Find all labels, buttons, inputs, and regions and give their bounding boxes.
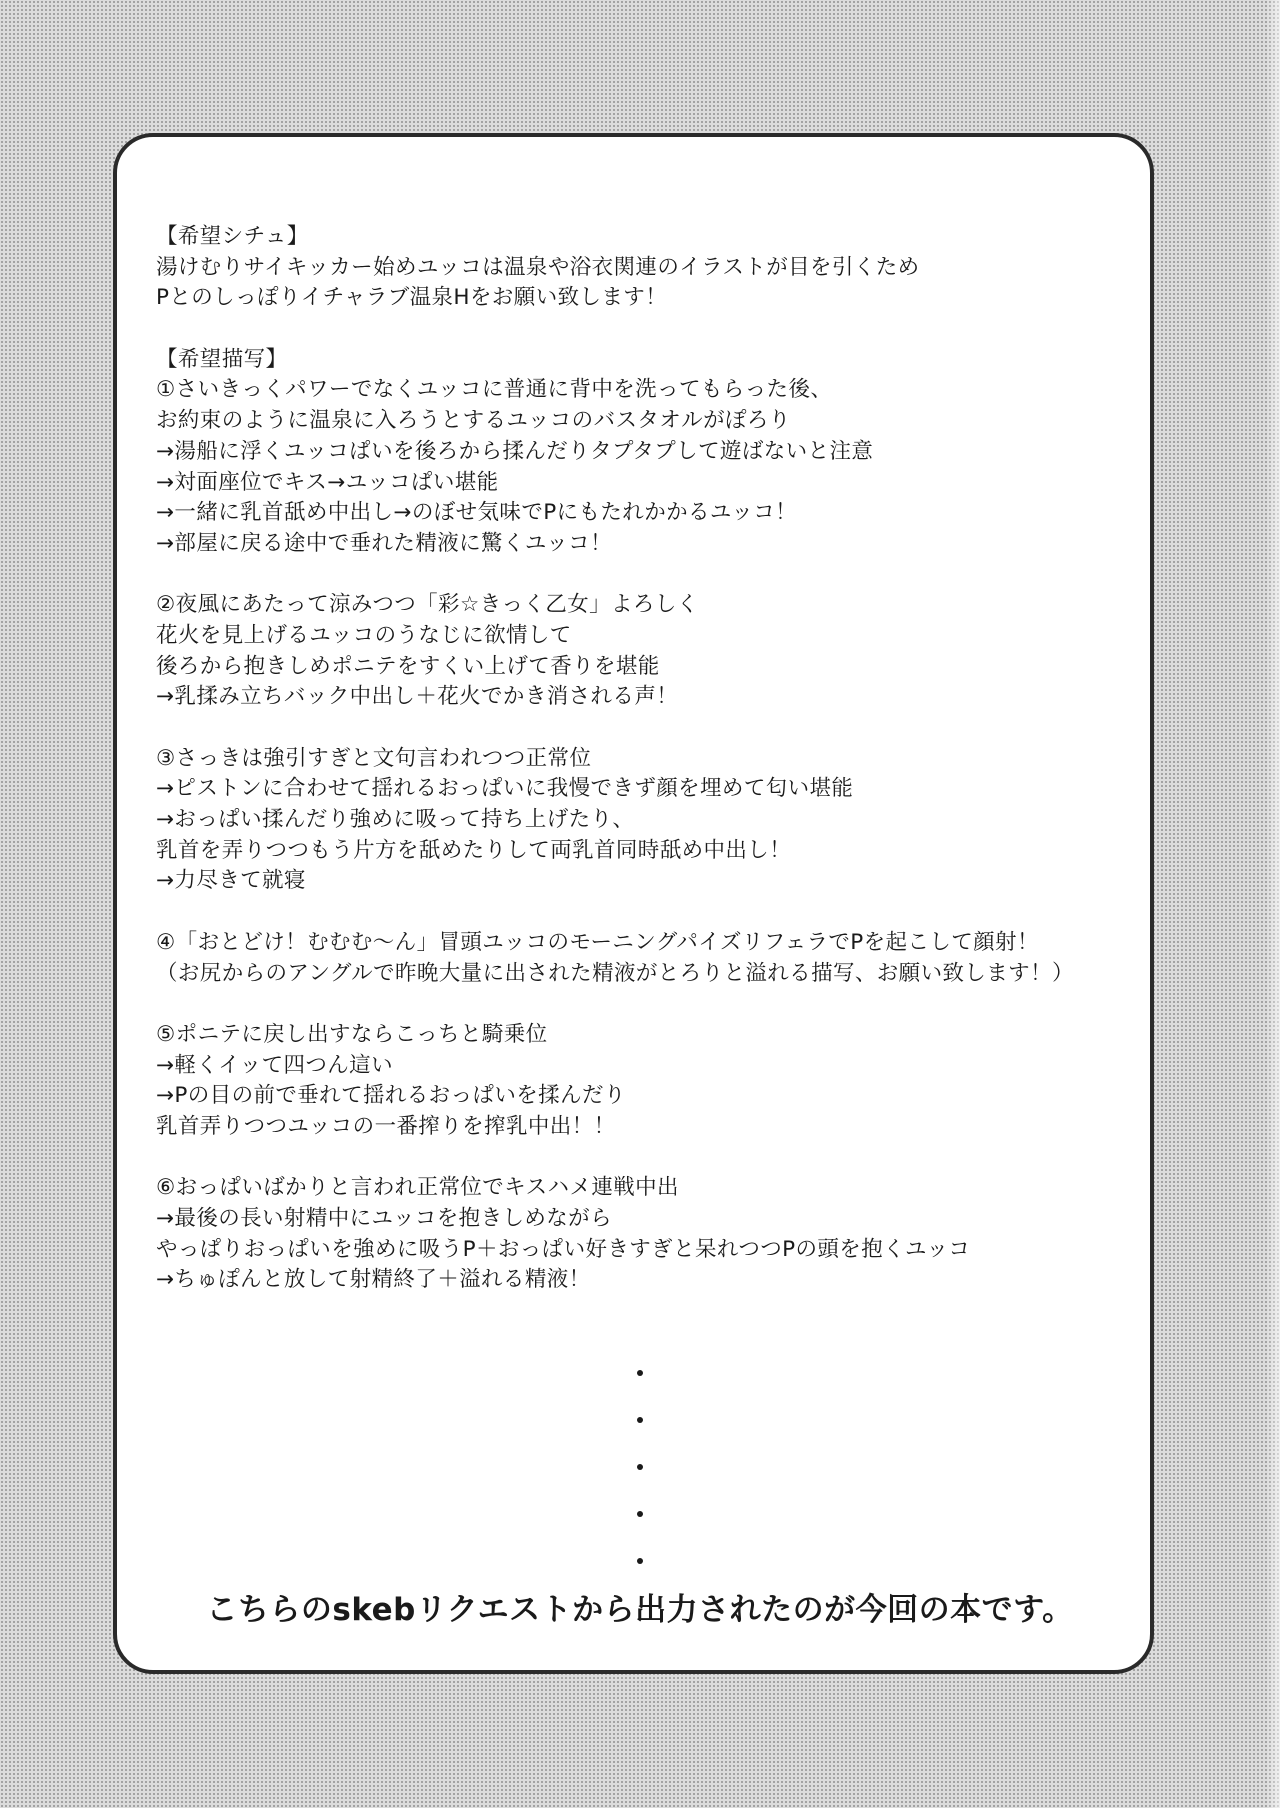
text-line: →乳揉み立ちバック中出し＋花火でかき消される声！: [156, 684, 679, 710]
section-heading-situation: 【希望シチュ】: [156, 224, 309, 249]
block-scene-6: [156, 1173, 1136, 1296]
block-scene-2: [156, 590, 1136, 713]
block-scene-1: [156, 345, 1136, 560]
text-line: 乳首を弄りつつもう片方を舐めたりして両乳首同時舐め中出し！: [156, 837, 792, 863]
dot: [637, 1511, 643, 1517]
text-line: 乳首弄りつつユッコの一番搾りを搾乳中出！！: [156, 1113, 616, 1139]
text-line: 後ろから抱きしめポニテをすくい上げて香りを堪能: [156, 653, 660, 679]
text-line: →湯船に浮くユッコぱいを後ろから揉んだりタプタプして遊ばないと注意: [156, 438, 874, 464]
text-line: →Pの目の前で垂れて揺れるおっぱいを揉んだり: [156, 1083, 626, 1109]
text-line: ⑤ポニテに戻し出すならこっちと騎乗位: [156, 1021, 548, 1047]
text-line: →力尽きて就寝: [156, 868, 306, 894]
block-scene-4: [156, 928, 1136, 989]
text-line: やっぱりおっぱいを強めに吸うP＋おっぱい好きすぎと呆れつつPの頭を抱くユッコ: [156, 1236, 971, 1262]
block-scene-3: [156, 744, 1136, 897]
dot: [637, 1558, 643, 1564]
text-line: →軽くイッて四つん這い: [156, 1052, 393, 1078]
text-line: →一緒に乳首舐め中出し→のぼせ気味でPにもたれかかるユッコ！: [156, 500, 798, 526]
dot: [637, 1417, 643, 1423]
text-line: ①さいきっくパワーでなくユッコに普通に背中を洗ってもらった後、: [156, 377, 833, 403]
text-line: →ちゅぽんと放して射精終了＋溢れる精液！: [156, 1267, 591, 1293]
text-line: 花火を見上げるユッコのうなじに欲情して: [156, 622, 572, 648]
section-heading-depiction: 【希望描写】: [156, 346, 288, 372]
ellipsis-dots: [632, 1370, 648, 1605]
text-line: →部屋に戻る途中で垂れた精液に驚くユッコ！: [156, 530, 612, 556]
text-line: →最後の長い射精中にユッコを抱きしめながら: [156, 1206, 612, 1231]
block-desired-situation: [156, 222, 1136, 314]
text-line: ④「おとどけ！むむむ～ん」冒頭ユッコのモーニングパイズリフェラでPを起こして顔射！: [156, 929, 1039, 955]
text-line: ②夜風にあたって涼みつつ「彩☆きっく乙女」よろしく: [156, 592, 699, 618]
text-line: →ピストンに合わせて揺れるおっぱいに我慢できず顔を埋めて匂い堪能: [156, 776, 854, 802]
text-line: ③さっきは強引すぎと文句言われつつ正常位: [156, 745, 592, 771]
text-line: ⑥おっぱいばかりと言われ正常位でキスハメ連戦中出: [156, 1175, 679, 1201]
dot: [637, 1370, 643, 1376]
paper-edge: [1266, 0, 1280, 1808]
text-line: →おっぱい揉んだり強めに吸って持ち上げたり、: [156, 807, 635, 833]
text-line: お約束のように温泉に入ろうとするユッコのバスタオルがぽろり: [156, 408, 791, 434]
closing-statement: こちらのskebリクエストから出力されたのが今回の本です。: [206, 1592, 1074, 1628]
text-line: 湯けむりサイキッカー始めユッコは温泉や浴衣関連のイラストが目を引くため: [156, 254, 920, 280]
dot: [637, 1464, 643, 1470]
text-line: Pとのしっぽりイチャラブ温泉Hをお願い致します！: [156, 285, 668, 311]
text-line: （お尻からのアングルで昨晩大量に出された精液がとろりと溢れる描写、お願い致します！）: [156, 960, 1074, 986]
block-scene-5: [156, 1020, 1136, 1143]
text-line: →対面座位でキス→ユッコぱい堪能: [156, 469, 499, 495]
request-text: [156, 222, 1136, 1296]
